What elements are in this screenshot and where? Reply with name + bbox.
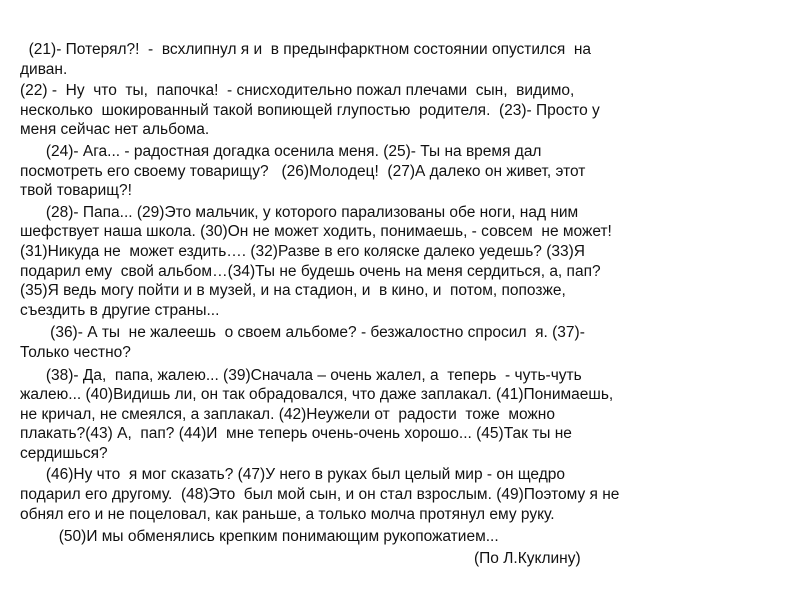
text-line: диван.: [20, 60, 68, 78]
paragraph-21: [20, 40, 790, 79]
text-line: (21)- Потерял?! - всхлипнул я и в предынфарктном состоянии опустился на: [20, 41, 592, 58]
text-line: не кричал, не смеялся, а заплакал. (42)Неужели от радости тоже можно: [20, 405, 555, 423]
text-line: сердишься?: [20, 444, 108, 462]
text-line: меня сейчас нет альбома.: [20, 121, 210, 139]
source-attribution: (По Л.Куклину): [474, 549, 581, 567]
paragraph-36: [20, 323, 790, 362]
text-line: (38)- Да, папа, жалею... (39)Сначала – очень жалел, а теперь - чуть-чуть: [20, 366, 582, 384]
text-line: обнял его и не поцеловал, как раньше, а только молча протянул ему руку.: [20, 505, 555, 523]
text-line: Только честно?: [20, 343, 131, 361]
text-line: шефствует наша школа. (30)Он не может ходить, понимаешь, - совсем не может!: [20, 223, 612, 241]
story-excerpt: [20, 40, 790, 568]
text-line: несколько шокированный такой вопиющей глупостью родителя. (23)- Просто у: [20, 101, 600, 119]
paragraph-38: [20, 366, 790, 464]
text-line: (35)Я ведь могу пойти и в музей, и на стадион, и в кино, и потом, попозже,: [20, 282, 566, 300]
text-line: твой товарищ?!: [20, 182, 132, 200]
text-line: подарил его другому. (48)Это был мой сын, и он стал взрослым. (49)Поэтому я не: [20, 486, 620, 504]
paragraph-22: [20, 81, 790, 140]
text-line: (22) - Ну что ты, папочка! - снисходительно пожал плечами сын, видимо,: [20, 82, 575, 100]
text-line: (24)- Ага... - радостная догадка осенила меня. (25)- Ты на время дал: [20, 142, 542, 160]
text-line: плакать?(43) А, пап? (44)И мне теперь очень-очень хорошо... (45)Так ты не: [20, 425, 572, 443]
text-line: (28)- Папа... (29)Это мальчик, у которого парализованы обе ноги, над ним: [20, 203, 579, 221]
text-line: съездить в другие страны...: [20, 301, 220, 319]
text-line: посмотреть его своему товарищу? (26)Молодец! (27)А далеко он живет, этот: [20, 162, 586, 180]
paragraph-24: [20, 142, 790, 201]
text-line: (46)Ну что я мог сказать? (47)У него в руках был целый мир - он щедро: [20, 466, 565, 484]
text-line: подарил ему свой альбом…(34)Ты не будешь очень на меня сердиться, а, пап?: [20, 262, 601, 280]
text-line: (50)И мы обменялись крепким понимающим рукопожатием...: [20, 528, 499, 546]
text-line: (36)- А ты не жалеешь о своем альбоме? - безжалостно спросил я. (37)-: [20, 324, 585, 342]
text-line: (31)Никуда не может ездить…. (32)Разве в его коляске далеко уедешь? (33)Я: [20, 242, 585, 260]
paragraph-28: [20, 203, 790, 321]
paragraph-50: [20, 527, 790, 547]
paragraph-46: [20, 465, 790, 524]
text-line: жалею... (40)Видишь ли, он так обрадовался, что даже заплакал. (41)Понимаешь,: [20, 386, 614, 404]
